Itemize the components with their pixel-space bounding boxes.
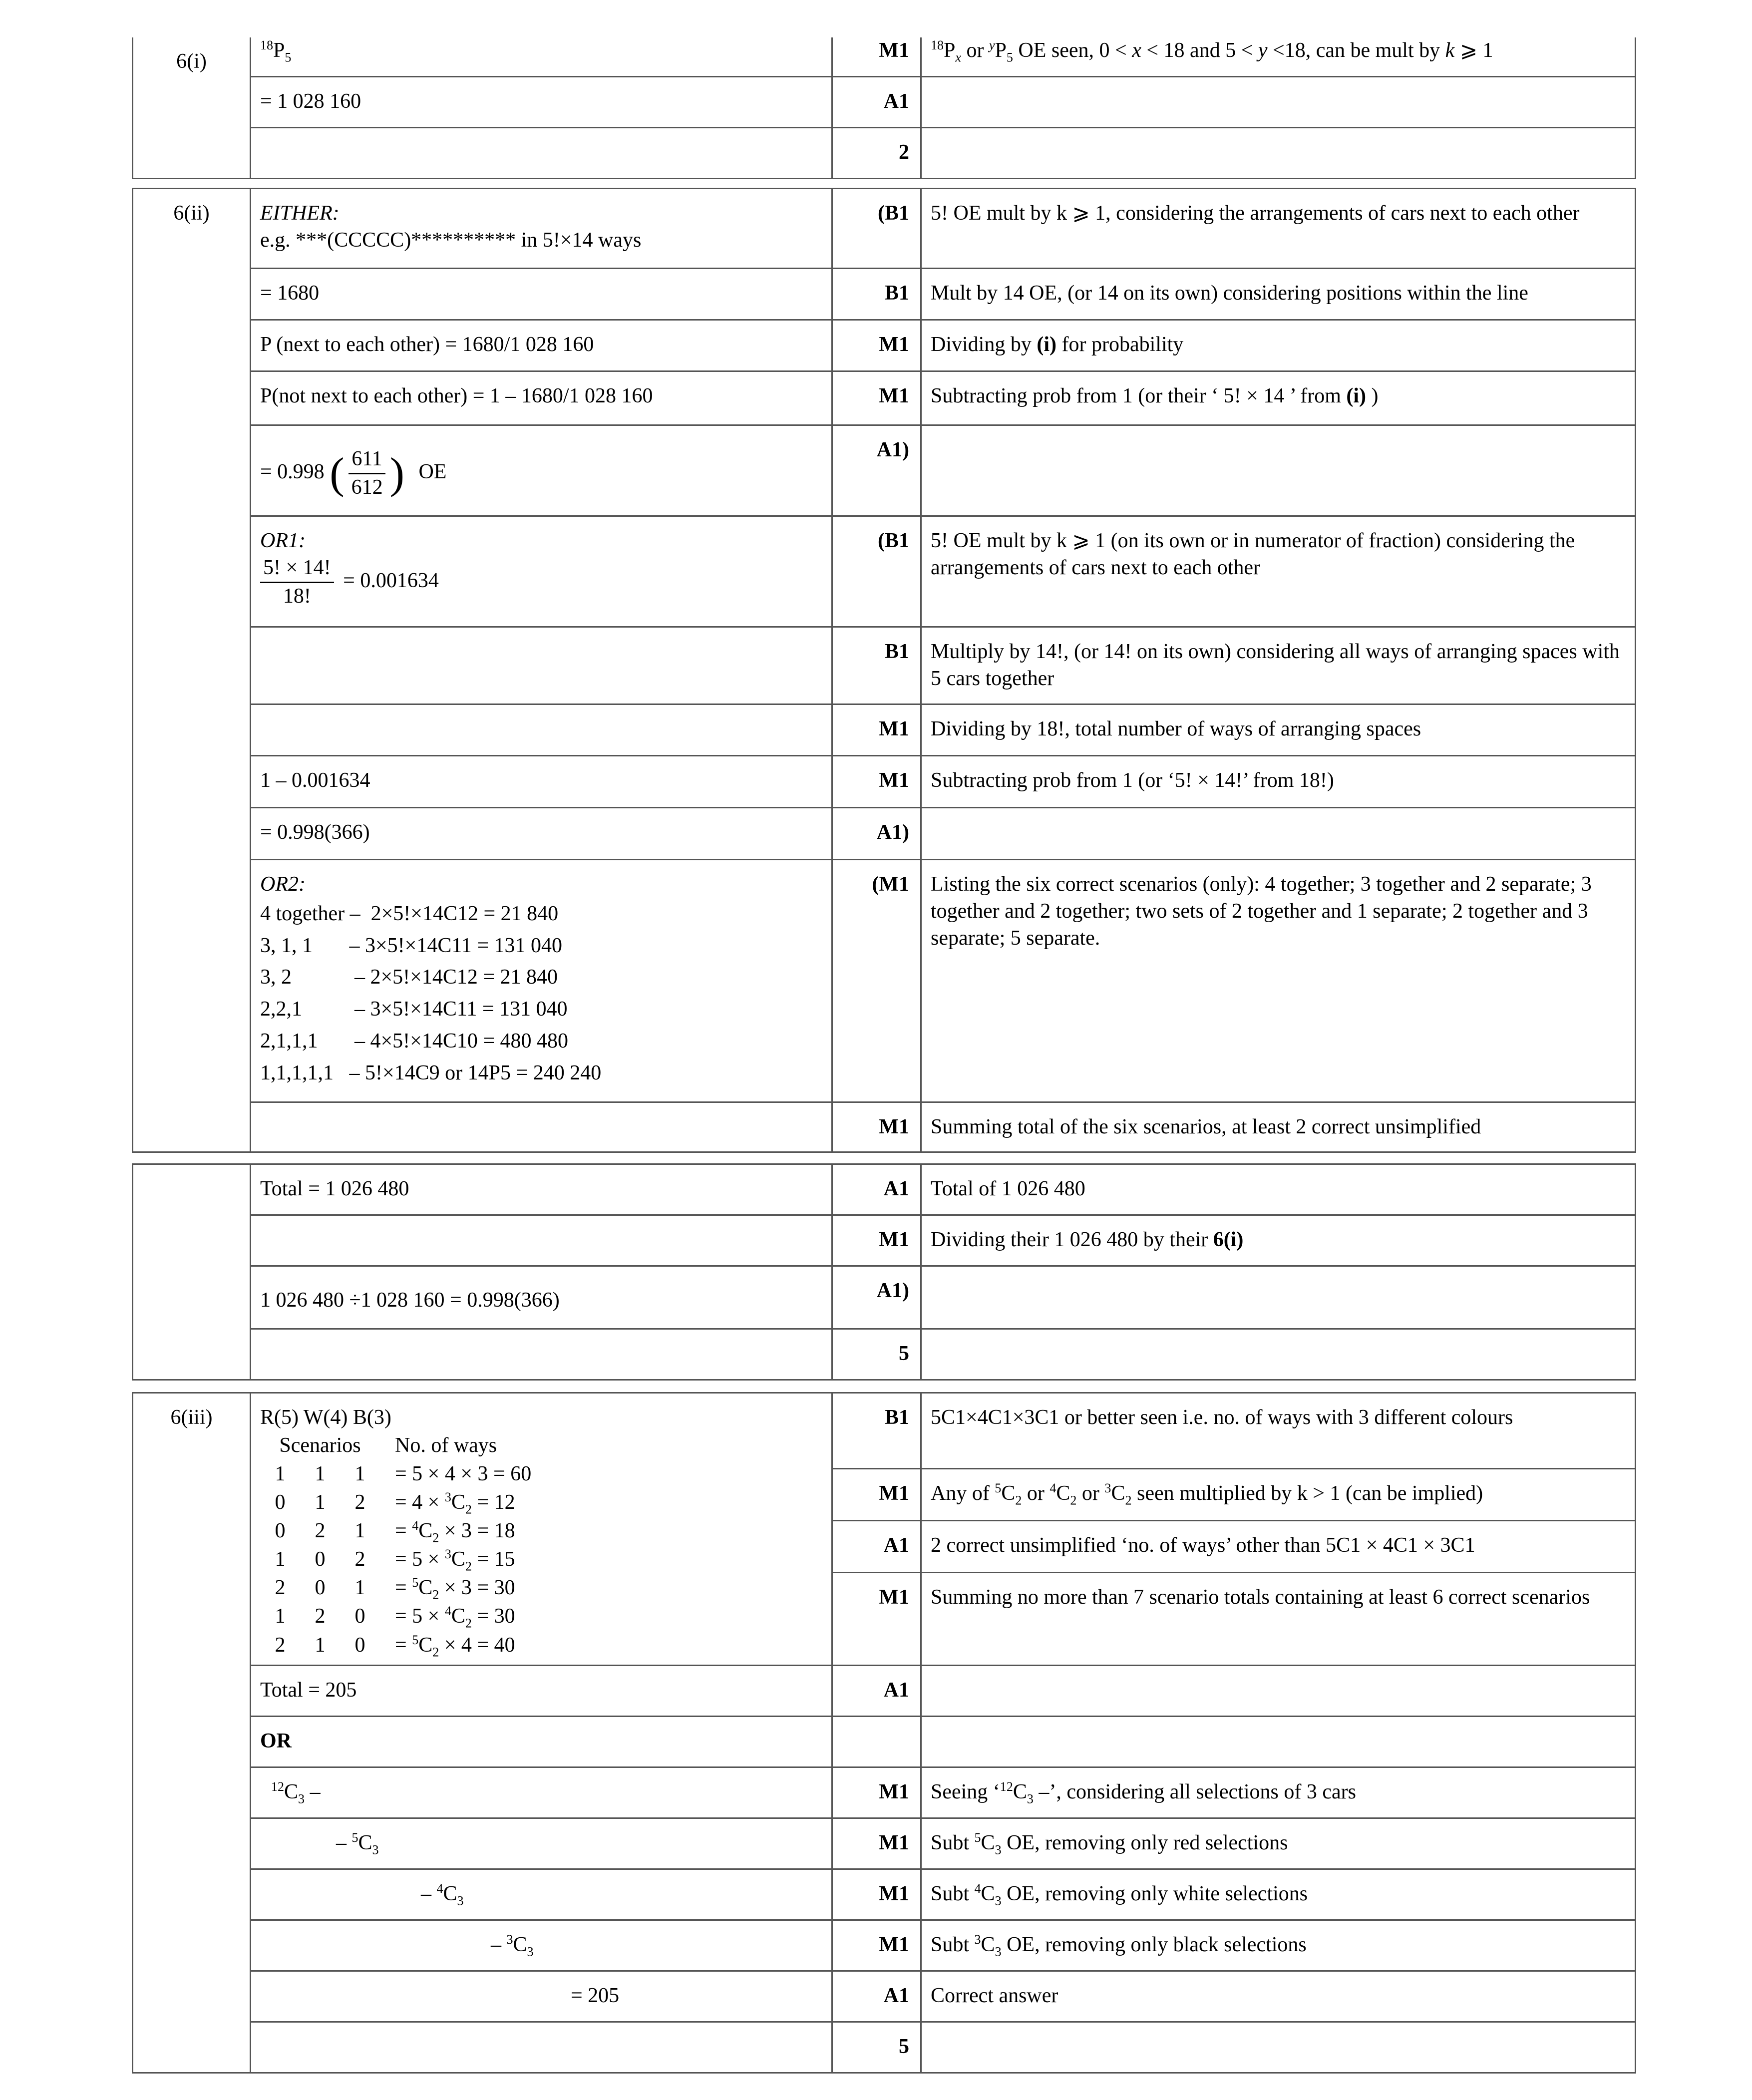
question-number: 6(iii) (133, 1393, 251, 2073)
answer-cell: Total = 205 (251, 1666, 832, 1717)
method-label: EITHER: (260, 202, 340, 225)
scenario-line: 1,1,1,1,1 – 5!×14C9 or 14P5 = 240 240 (260, 1061, 602, 1084)
mark-cell: (M1 (832, 860, 921, 1102)
scenario-line: 2,1,1,1 – 4×5!×14C10 = 480 480 (260, 1030, 569, 1053)
mark-cell: M1 (832, 756, 921, 808)
table-row (133, 1767, 1636, 1818)
answer-cell: Total = 1 026 480 (251, 1164, 832, 1215)
mark-total: 2 (832, 127, 921, 178)
guidance-cell: Summing total of the six scenarios, at least 2 correct unsimplified (921, 1102, 1636, 1152)
answer-cell: 1 – 0.001634 (251, 756, 832, 808)
mark-cell: A1) (832, 1266, 921, 1329)
guidance-cell: 5! OE mult by k ⩾ 1 (on its own or in numerator of fraction) considering the arrangements of cars next to each other (921, 516, 1636, 627)
mark-cell: M1 (832, 1767, 921, 1818)
guidance-cell: $^{18}P_x$ or $^yP_5$ OE seen, 0 < x < 18 and 5 < y <18, can be mult by k ⩾ 1 (921, 37, 1636, 76)
guidance-cell: Subt $^3C_3$ OE, removing only black selections (921, 1920, 1636, 1971)
mark-cell (832, 1717, 921, 1767)
table-row (133, 127, 1636, 178)
table-row (133, 627, 1636, 704)
method-label: OR2: (260, 873, 306, 896)
answer-cell: – $^3C_3$ (251, 1920, 832, 1971)
answer-cell (251, 2022, 832, 2073)
table-row (133, 1717, 1636, 1767)
answer-text: e.g. ***(CCCCC)********** in 5!×14 ways (260, 228, 642, 252)
table-row (133, 516, 1636, 627)
marking-table-6ii (132, 188, 1636, 1153)
mark-cell: A1 (832, 1666, 921, 1717)
guidance-cell: Total of 1 026 480 (921, 1164, 1636, 1215)
table-row (133, 1329, 1636, 1380)
guidance-cell: 5C1×4C1×3C1 or better seen i.e. no. of ways with 3 different colours (921, 1393, 1636, 1469)
mark-cell: A1) (832, 425, 921, 516)
guidance-cell: Subtracting prob from 1 (or their ‘ 5! × 14 ’ from (i) ) (921, 371, 1636, 425)
answer-cell (251, 1393, 832, 1666)
answer-cell: = 0.998(366) (251, 808, 832, 860)
guidance-cell: Multiply by 14!, (or 14! on its own) considering all ways of arranging spaces with 5 cars together (921, 627, 1636, 704)
guidance-cell: 5! OE mult by k ⩾ 1, considering the arrangements of cars next to each other (921, 189, 1636, 269)
answer-cell: OR1: $\frac{5! \times 14!}{18!}$ = 0.001634 (251, 516, 832, 627)
mark-cell: M1 (832, 1215, 921, 1266)
answer-text: R(5) W(4) B(3) (260, 1406, 391, 1429)
guidance-cell (921, 425, 1636, 516)
guidance-cell: Summing no more than 7 scenario totals containing at least 6 correct scenarios (921, 1573, 1636, 1666)
mark-cell: M1 (832, 1102, 921, 1152)
scenario-line: 2,2,1 – 3×5!×14C11 = 131 040 (260, 998, 568, 1021)
mark-cell: (B1 (832, 516, 921, 627)
table-row (133, 76, 1636, 127)
answer-cell: = 205 (251, 1971, 832, 2022)
method-label: OR1: (260, 529, 306, 552)
mark-cell: A1) (832, 808, 921, 860)
mark-cell: M1 (832, 1920, 921, 1971)
guidance-cell: Seeing ‘$^{12}C_3$ –’, considering all selections of 3 cars (921, 1767, 1636, 1818)
mark-cell: M1 (832, 1818, 921, 1869)
answer-cell: = 1 028 160 (251, 76, 832, 127)
mark-cell: A1 (832, 1971, 921, 2022)
table-row (133, 860, 1636, 1102)
guidance-cell (921, 1266, 1636, 1329)
answer-cell: $^{18}P_5$ (251, 37, 832, 76)
answer-cell: = 0.998 ( $\frac{611}{612}$ ) OE (251, 425, 832, 516)
mark-cell: A1 (832, 1164, 921, 1215)
table-row (133, 1266, 1636, 1329)
table-row (133, 189, 1636, 269)
table-row (133, 1393, 1636, 1469)
guidance-cell: Subt $^4C_3$ OE, removing only white selections (921, 1869, 1636, 1920)
marking-table-6i (132, 37, 1636, 179)
answer-cell: P(not next to each other) = 1 – 1680/1 028 160 (251, 371, 832, 425)
table-row (133, 808, 1636, 860)
table-row (133, 1818, 1636, 1869)
guidance-cell (921, 127, 1636, 178)
table-row (133, 37, 1636, 76)
marking-table-6ii-cont (132, 1163, 1636, 1381)
table-row (133, 1164, 1636, 1215)
mark-cell: M1 (832, 37, 921, 76)
method-label: OR (251, 1717, 832, 1767)
table-row (133, 425, 1636, 516)
guidance-cell (921, 1717, 1636, 1767)
mark-cell: B1 (832, 269, 921, 320)
mark-total: 5 (832, 1329, 921, 1380)
answer-cell (251, 1215, 832, 1266)
table-row (133, 320, 1636, 371)
table-row (133, 269, 1636, 320)
guidance-cell: Subtracting prob from 1 (or ‘5! × 14!’ from 18!) (921, 756, 1636, 808)
table-row (133, 1666, 1636, 1717)
guidance-cell: Subt $^5C_3$ OE, removing only red selections (921, 1818, 1636, 1869)
marking-table-6iii (132, 1392, 1636, 2074)
guidance-cell: 2 correct unsimplified ‘no. of ways’ other than 5C1 × 4C1 × 3C1 (921, 1521, 1636, 1573)
answer-cell (251, 1329, 832, 1380)
scenario-table: Scenarios No. of ways 1 1 1 = 5 × 4 × 3 = 60 0 1 2 = $4 \times ^3C_2 = 12$ 0 2 1 = $^4C_2 \times 3 = 18$ 1 0 2 = $5 \times ^3C_2 = 15$ 2 0 1 = $^5C_2 \times 3 = 30$ 1 2 0 = $5 \times ^4C_2 = 30$ 2 1 0 = $^5C_2 \times 4 = 40$ (275, 1433, 532, 1659)
scenario-line: 3, 1, 1 – 3×5!×14C11 = 131 040 (260, 934, 563, 957)
mark-cell: (B1 (832, 189, 921, 269)
answer-cell (251, 704, 832, 756)
mark-total: 5 (832, 2022, 921, 2073)
answer-cell (251, 627, 832, 704)
mark-cell: M1 (832, 1869, 921, 1920)
answer-cell (251, 189, 832, 269)
question-number: 6(ii) (133, 189, 251, 1152)
question-number: 6(i) (133, 37, 251, 178)
answer-cell (251, 860, 832, 1102)
table-row (133, 1971, 1636, 2022)
table-row (133, 371, 1636, 425)
answer-cell (251, 1102, 832, 1152)
guidance-cell (921, 76, 1636, 127)
scenario-line: 3, 2 – 2×5!×14C12 = 21 840 (260, 966, 558, 989)
guidance-cell: Dividing by 18!, total number of ways of arranging spaces (921, 704, 1636, 756)
answer-cell: – $^4C_3$ (251, 1869, 832, 1920)
mark-cell: A1 (832, 1521, 921, 1573)
table-row (133, 2022, 1636, 2073)
guidance-cell (921, 808, 1636, 860)
table-row (133, 1102, 1636, 1152)
answer-cell: – $^5C_3$ (251, 1818, 832, 1869)
answer-cell (251, 127, 832, 178)
table-row (133, 756, 1636, 808)
mark-cell: B1 (832, 1393, 921, 1469)
table-row (133, 1215, 1636, 1266)
mark-cell: M1 (832, 704, 921, 756)
answer-cell: P (next to each other) = 1680/1 028 160 (251, 320, 832, 371)
mark-cell: M1 (832, 371, 921, 425)
mark-cell: M1 (832, 1573, 921, 1666)
guidance-cell (921, 1329, 1636, 1380)
table-row (133, 704, 1636, 756)
mark-cell: B1 (832, 627, 921, 704)
guidance-cell (921, 2022, 1636, 2073)
guidance-cell: Correct answer (921, 1971, 1636, 2022)
answer-cell: = 1680 (251, 269, 832, 320)
table-row (133, 1920, 1636, 1971)
mark-cell: M1 (832, 1469, 921, 1521)
mark-cell: M1 (832, 320, 921, 371)
guidance-cell (921, 1666, 1636, 1717)
answer-cell: $^{12}C_3$ – (251, 1767, 832, 1818)
guidance-cell: Listing the six correct scenarios (only): 4 together; 3 together and 2 separate; 3 together and 2 together; two sets of 2 together and 1 separate; 2 together and 3 separate; 5 separate. (921, 860, 1636, 1102)
answer-cell: 1 026 480 ÷1 028 160 = 0.998(366) (251, 1266, 832, 1329)
mark-cell: A1 (832, 76, 921, 127)
guidance-cell: Mult by 14 OE, (or 14 on its own) considering positions within the line (921, 269, 1636, 320)
guidance-cell: Dividing their 1 026 480 by their 6(i) (921, 1215, 1636, 1266)
scenario-line: 4 together – 2×5!×14C12 = 21 840 (260, 902, 559, 925)
question-number (133, 1164, 251, 1380)
guidance-cell: Any of $^5C_2$ or $^4C_2$ or $^3C_2$ seen multiplied by k > 1 (can be implied) (921, 1469, 1636, 1521)
guidance-cell: Dividing by (i) for probability (921, 320, 1636, 371)
table-row (133, 1869, 1636, 1920)
